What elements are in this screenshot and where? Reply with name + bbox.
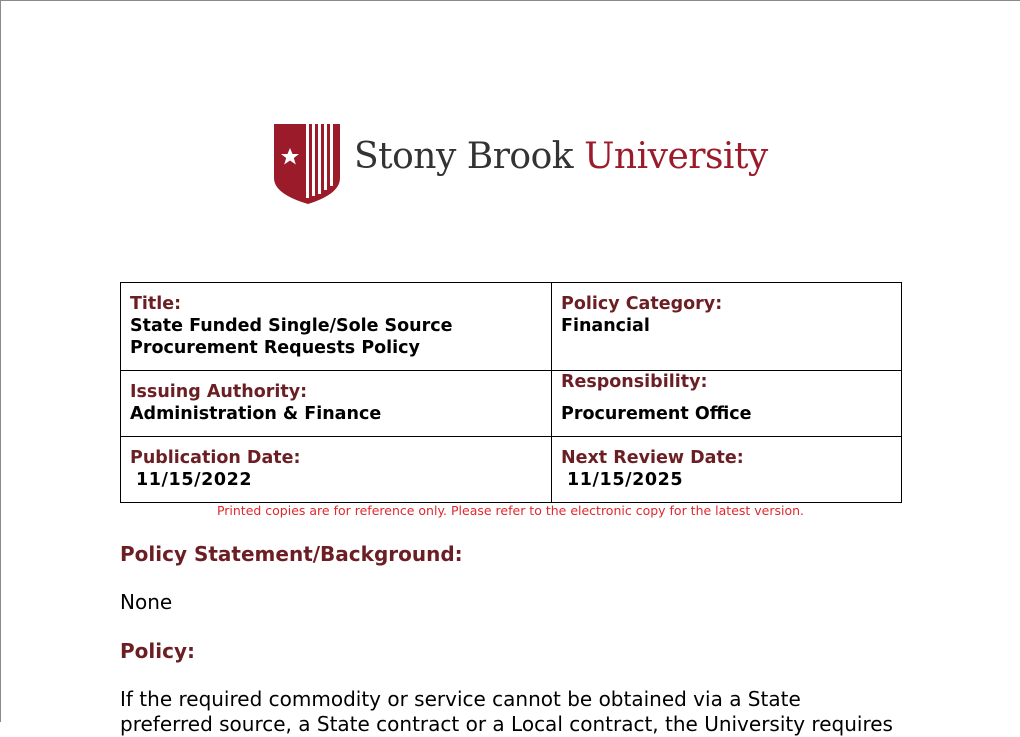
university-logo xyxy=(272,120,768,206)
publication-label: Publication Date: xyxy=(130,448,301,468)
review-label: Next Review Date: xyxy=(561,448,744,468)
authority-label: Issuing Authority: xyxy=(130,382,308,402)
authority-cell xyxy=(121,371,552,437)
category-cell xyxy=(552,283,902,371)
publication-value: 11/15/2022 xyxy=(136,470,253,490)
policy-body-line2: preferred source, a State contract or a Local contract, the University requires xyxy=(120,712,893,736)
authority-value: Administration & Finance xyxy=(130,404,382,424)
category-label: Policy Category: xyxy=(561,294,723,314)
review-value: 11/15/2025 xyxy=(567,470,684,490)
table-row xyxy=(121,437,902,503)
title-cell xyxy=(121,283,552,371)
category-value: Financial xyxy=(561,316,650,336)
policy-statement-body: None xyxy=(120,590,173,614)
title-label: Title: xyxy=(130,294,182,314)
policy-body-line1: If the required commodity or service cannot be obtained via a State xyxy=(120,687,801,711)
title-value-line2: Procurement Requests Policy xyxy=(130,338,420,358)
policy-statement-heading: Policy Statement/Background: xyxy=(120,542,463,566)
page-left-border xyxy=(0,0,1,722)
page-top-border xyxy=(0,0,1020,1)
publication-cell xyxy=(121,437,552,503)
policy-body xyxy=(120,687,920,737)
responsibility-value: Procurement Office xyxy=(561,404,752,424)
title-value-line1: State Funded Single/Sole Source xyxy=(130,316,453,336)
responsibility-label: Responsibility: xyxy=(561,372,708,392)
table-row xyxy=(121,283,902,371)
wordmark-stony-brook: Stony Brook xyxy=(354,136,574,177)
wordmark-university: University xyxy=(584,136,768,177)
university-wordmark xyxy=(354,136,768,177)
printed-copy-notice: Printed copies are for reference only. Please refer to the electronic copy for the latest version. xyxy=(216,503,805,518)
table-row xyxy=(121,371,902,437)
policy-info-table xyxy=(120,282,902,503)
review-cell xyxy=(552,437,902,503)
shield-star-logo-icon xyxy=(272,120,344,206)
responsibility-cell xyxy=(552,371,902,437)
policy-heading: Policy: xyxy=(120,639,195,663)
